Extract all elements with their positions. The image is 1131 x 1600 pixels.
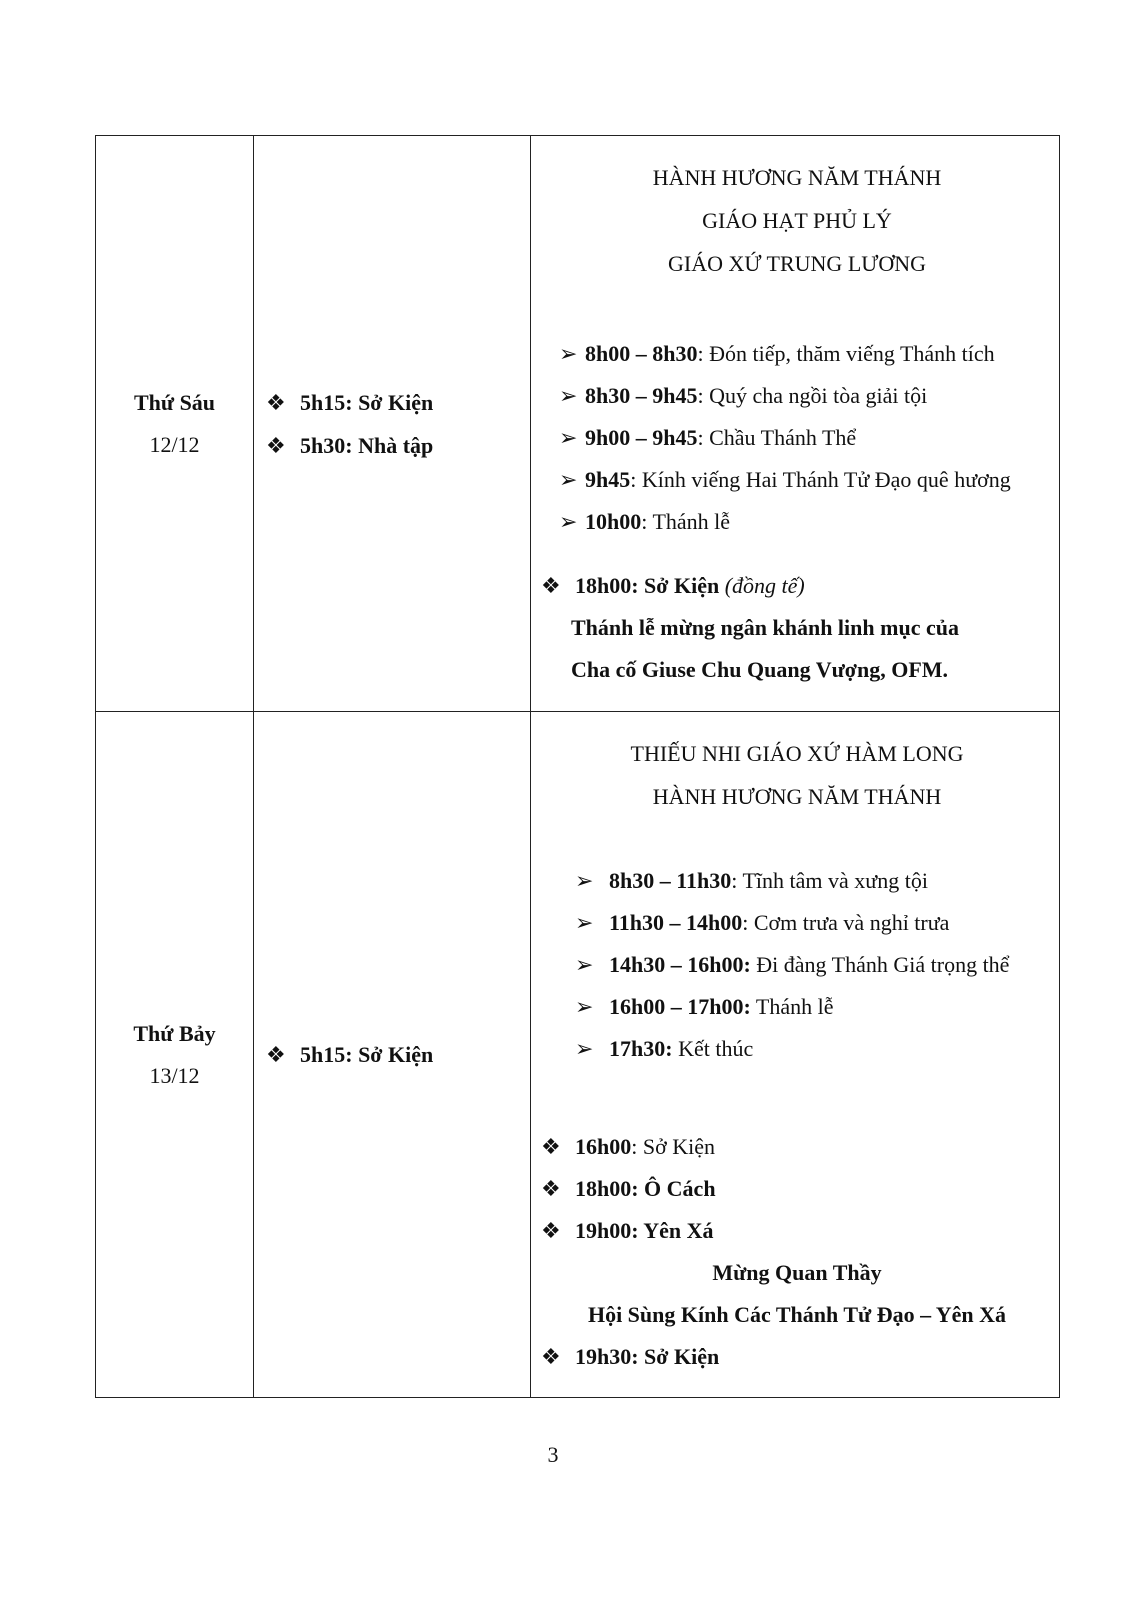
program-item: ➢ 14h30 – 16h00: Đi đàng Thánh Giá trọng thể xyxy=(575,944,1053,986)
day-date: 13/12 xyxy=(149,1062,200,1088)
mass-item: ❖ 18h00: Ô Cách xyxy=(541,1168,1053,1210)
program-item: ➢ 8h30 – 11h30: Tĩnh tâm và xưng tội xyxy=(575,860,1053,902)
evening-mass-note: Thánh lễ mừng ngân khánh linh mục của xyxy=(571,615,959,640)
program-item: ➢ 10h00: Thánh lễ xyxy=(559,501,1053,543)
morning-mass-item: ❖ 5h30: Nhà tập xyxy=(266,424,530,467)
program-item: ➢ 8h00 – 8h30: Đón tiếp, thăm viếng Thánh tích xyxy=(559,333,1053,375)
program-item: ➢ 11h30 – 14h00: Cơm trưa và nghỉ trưa xyxy=(575,902,1053,944)
diamond-bullet-icon: ❖ xyxy=(266,389,286,415)
arrow-bullet-icon: ➢ xyxy=(575,951,594,977)
mass-item: ❖ 19h00: Yên Xá xyxy=(541,1210,1053,1252)
diamond-bullet-icon: ❖ xyxy=(266,432,286,458)
schedule-row-saturday xyxy=(96,712,1060,1398)
morning-mass-cell xyxy=(254,136,531,712)
event-heading: THIẾU NHI GIÁO XỨ HÀM LONG HÀNH HƯƠNG NĂM THÁNH xyxy=(630,740,964,809)
morning-mass-item: ❖ 5h15: Sở Kiện xyxy=(266,381,530,424)
program-item: ➢ 8h30 – 9h45: Quý cha ngồi tòa giải tội xyxy=(559,375,1053,417)
evening-mass-note: Cha cố Giuse Chu Quang Vượng, OFM. xyxy=(571,657,949,682)
event-detail-cell xyxy=(531,712,1060,1398)
arrow-bullet-icon: ➢ xyxy=(559,509,578,534)
feast-title: Mừng Quan Thầy xyxy=(712,1259,882,1285)
feast-subtitle: Hội Sùng Kính Các Thánh Tử Đạo – Yên Xá xyxy=(587,1301,1007,1327)
arrow-bullet-icon: ➢ xyxy=(575,867,594,893)
mass-item: ❖ 19h30: Sở Kiện xyxy=(541,1336,1053,1378)
day-date: 12/12 xyxy=(149,431,200,457)
day-name: Thứ Bảy xyxy=(133,1020,216,1046)
arrow-bullet-icon: ➢ xyxy=(575,993,594,1019)
schedule-row-friday xyxy=(96,136,1060,712)
schedule-table xyxy=(95,135,1060,1398)
program-item: ➢ 9h45: Kính viếng Hai Thánh Tử Đạo quê hương xyxy=(559,459,1053,501)
program-item: ➢ 9h00 – 9h45: Chầu Thánh Thể xyxy=(559,417,1053,459)
event-detail-cell xyxy=(531,136,1060,712)
diamond-bullet-icon: ❖ xyxy=(266,1042,286,1067)
diamond-bullet-icon: ❖ xyxy=(541,1217,561,1243)
mass-item: ❖ 16h00: Sở Kiện xyxy=(541,1126,1053,1168)
diamond-bullet-icon: ❖ xyxy=(541,1133,561,1159)
program-item: ➢ 17h30: Kết thúc xyxy=(575,1028,1053,1070)
arrow-bullet-icon: ➢ xyxy=(559,383,578,408)
day-cell xyxy=(96,136,254,712)
day-cell xyxy=(96,712,254,1398)
arrow-bullet-icon: ➢ xyxy=(575,1035,594,1061)
diamond-bullet-icon: ❖ xyxy=(541,1343,561,1369)
program-item: ➢ 16h00 – 17h00: Thánh lễ xyxy=(575,986,1053,1028)
day-name: Thứ Sáu xyxy=(133,389,216,415)
arrow-bullet-icon: ➢ xyxy=(575,909,594,935)
event-heading: HÀNH HƯƠNG NĂM THÁNH GIÁO HẠT PHỦ LÝ GIÁO XỨ TRUNG LƯƠNG xyxy=(652,165,942,276)
arrow-bullet-icon: ➢ xyxy=(559,467,578,492)
arrow-bullet-icon: ➢ xyxy=(559,341,578,366)
evening-mass: ❖ 18h00: Sở Kiện (đồng tế) xyxy=(541,565,1053,607)
program-list xyxy=(541,860,1053,1070)
arrow-bullet-icon: ➢ xyxy=(559,425,578,450)
diamond-bullet-icon: ❖ xyxy=(541,573,561,598)
morning-mass-item: ❖ 5h15: Sở Kiện xyxy=(266,1033,530,1076)
diamond-bullet-icon: ❖ xyxy=(541,1175,561,1201)
program-list xyxy=(541,333,1053,543)
page-number: 3 xyxy=(547,1442,559,1467)
morning-mass-cell xyxy=(254,712,531,1398)
